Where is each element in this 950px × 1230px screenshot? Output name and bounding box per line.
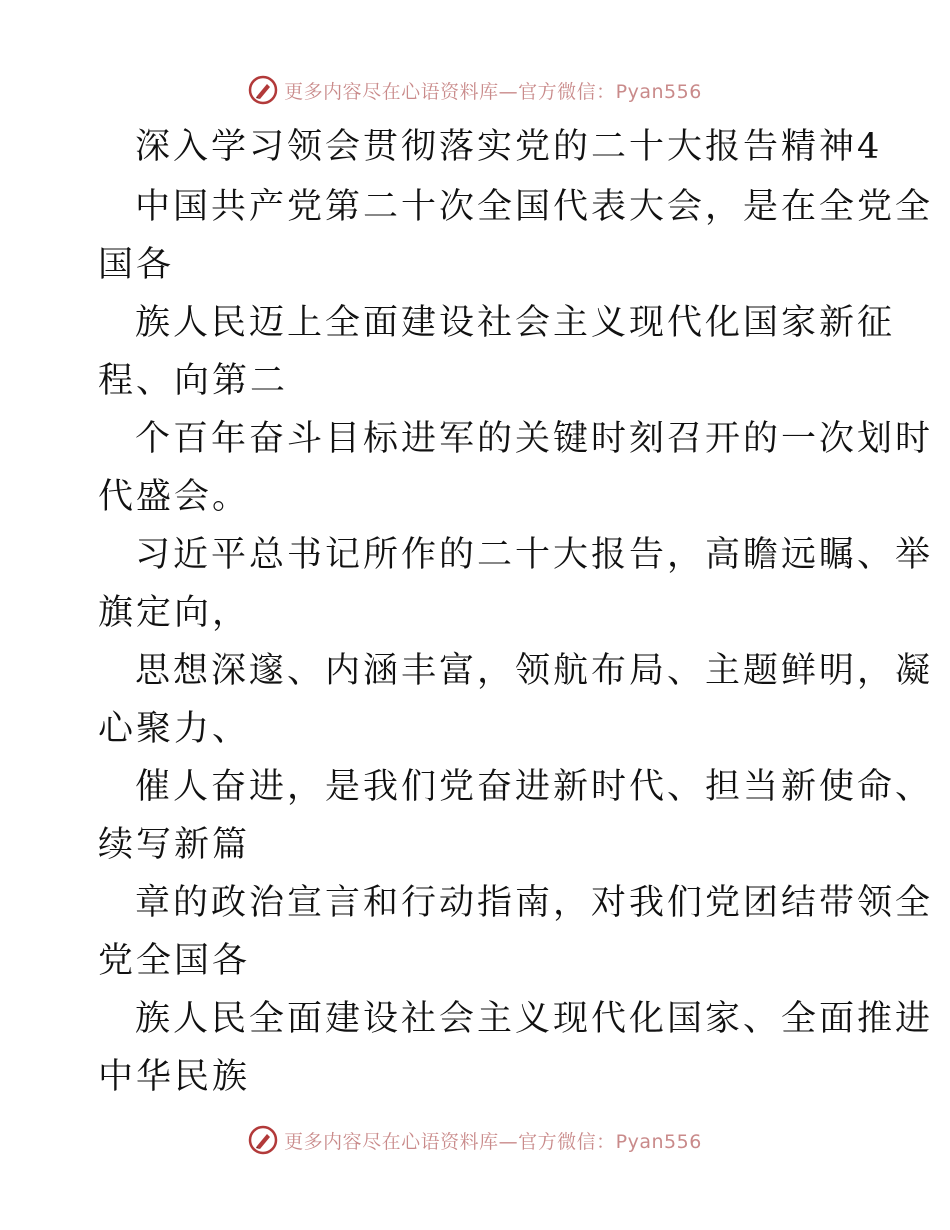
paragraph-line: 国各 — [98, 245, 175, 285]
paragraph-line: 中华民族 — [98, 1057, 251, 1097]
paragraph-line: 思想深邃、内涵丰富，领航布局、主题鲜明，凝 — [135, 651, 934, 691]
header-banner-text: 更多内容尽在心语资料库—官方微信：Pyan556 — [284, 80, 702, 103]
document-title: 深入学习领会贯彻落实党的二十大报告精神4 — [135, 127, 883, 167]
paragraph-line: 续写新篇 — [98, 825, 251, 865]
paragraph-line: 中国共产党第二十次全国代表大会，是在全党全 — [135, 187, 934, 227]
paragraph-line: 族人民全面建设社会主义现代化国家、全面推进 — [135, 999, 934, 1039]
paragraph-line: 党全国各 — [98, 941, 251, 981]
paragraph-line: 代盛会。 — [98, 477, 251, 517]
footer-banner — [0, 1122, 950, 1158]
paragraph-line: 个百年奋斗目标进军的关键时刻召开的一次划时 — [135, 419, 934, 459]
header-banner — [0, 72, 950, 108]
footer-banner-text: 更多内容尽在心语资料库—官方微信：Pyan556 — [284, 1130, 702, 1153]
pen-logo-icon — [248, 1125, 278, 1155]
paragraph-line: 催人奋进，是我们党奋进新时代、担当新使命、 — [135, 767, 934, 807]
paragraph-line: 心聚力、 — [98, 709, 251, 749]
pen-logo-icon — [248, 75, 278, 105]
paragraph-line: 旗定向， — [98, 593, 251, 633]
paragraph-line: 章的政治宣言和行动指南，对我们党团结带领全 — [135, 883, 934, 923]
paragraph-line: 习近平总书记所作的二十大报告，高瞻远瞩、举 — [135, 535, 934, 575]
paragraph-line: 程、向第二 — [98, 361, 289, 401]
paragraph-line: 族人民迈上全面建设社会主义现代化国家新征 — [135, 303, 896, 343]
